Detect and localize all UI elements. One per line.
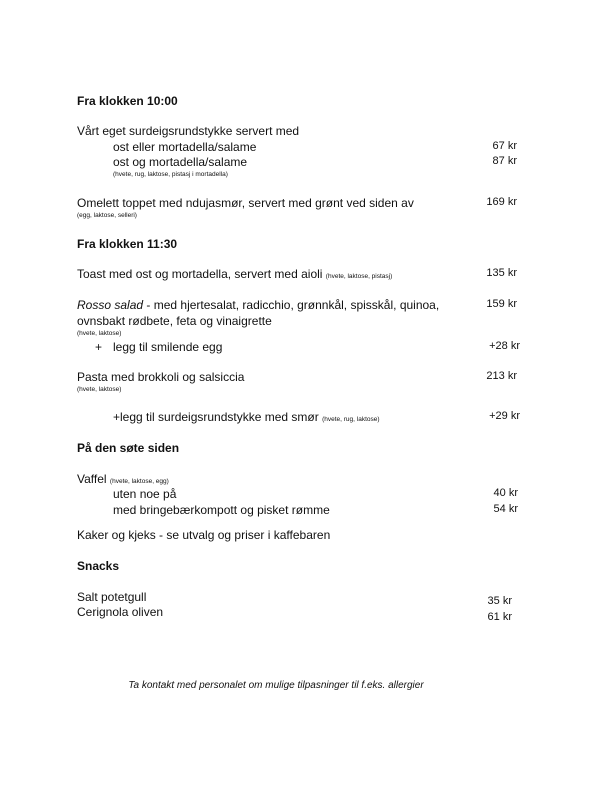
pasta-addon-allergens: (hvete, rug, laktose)	[322, 416, 380, 423]
bun-option-1-price: 67 kr	[492, 140, 517, 152]
bun-title: Vårt eget surdeigsrundstykke servert med	[77, 124, 300, 138]
section-heading-midday: Fra klokken 11:30	[77, 237, 178, 251]
pasta-addon-label: +legg til surdeigsrundstykke med smør	[113, 410, 319, 424]
salad-price: 159 kr	[486, 298, 517, 310]
toast-allergens: (hvete, laktose, pistasj)	[325, 273, 393, 280]
bun-option-2-price: 87 kr	[492, 155, 517, 167]
waffle-option-2-price: 54 kr	[493, 503, 518, 515]
pasta-addon-price: +29 kr	[489, 410, 520, 422]
section-heading-snacks: Snacks	[77, 559, 120, 573]
toast-item	[77, 267, 392, 281]
snack-item-2: Cerignola oliven	[77, 605, 164, 619]
waffle-option-2: med bringebærkompott og pisket rømme	[113, 503, 330, 517]
section-heading-morning: Fra klokken 10:00	[77, 94, 178, 108]
salad-name: Rosso salad	[77, 298, 144, 312]
omelette-title: Omelett toppet med ndujasmør, servert med grønt ved siden av	[77, 196, 414, 210]
salad-addon-price: +28 kr	[489, 340, 520, 352]
toast-title: Toast med ost og mortadella, servert med aioli	[77, 267, 323, 281]
salad-description-2: ovnsbakt rødbete, feta og vinaigrette	[77, 314, 272, 328]
footer-note: Ta kontakt med personalet om mulige tilpasninger til f.eks. allergier	[128, 680, 424, 691]
salad-line-1	[77, 298, 439, 312]
salad-addon: legg til smilende egg	[113, 340, 223, 354]
bun-allergens: (hvete, rug, laktose, pistasj i mortadella)	[113, 171, 228, 178]
salad-addon-plus: +	[95, 340, 103, 354]
bun-option-1: ost eller mortadella/salame	[113, 140, 257, 154]
waffle-title: Vaffel	[77, 472, 107, 486]
salad-allergens: (hvete, laktose)	[77, 330, 122, 337]
snack-item-1-price: 35 kr	[487, 595, 512, 607]
waffle-option-1-price: 40 kr	[493, 487, 518, 499]
salad-description-1: - med hjertesalat, radicchio, grønnkål, spisskål, quinoa,	[143, 298, 440, 312]
section-heading-sweet: På den søte siden	[77, 441, 180, 455]
waffle-option-1: uten noe på	[113, 487, 177, 501]
omelette-allergens: (egg, laktose, selleri)	[77, 212, 137, 219]
waffle-item	[77, 472, 169, 486]
toast-price: 135 kr	[486, 267, 517, 279]
waffle-allergens: (hvete, laktose, egg)	[109, 478, 169, 485]
bun-option-2: ost og mortadella/salame	[113, 155, 248, 169]
pasta-addon	[113, 410, 380, 424]
snack-item-2-price: 61 kr	[487, 611, 512, 623]
pasta-allergens: (hvete, laktose)	[77, 386, 122, 393]
pasta-price: 213 kr	[486, 370, 517, 382]
cakes-note: Kaker og kjeks - se utvalg og priser i kaffebaren	[77, 528, 331, 542]
omelette-price: 169 kr	[486, 196, 517, 208]
snack-item-1: Salt potetgull	[77, 590, 147, 604]
pasta-title: Pasta med brokkoli og salsiccia	[77, 370, 245, 384]
